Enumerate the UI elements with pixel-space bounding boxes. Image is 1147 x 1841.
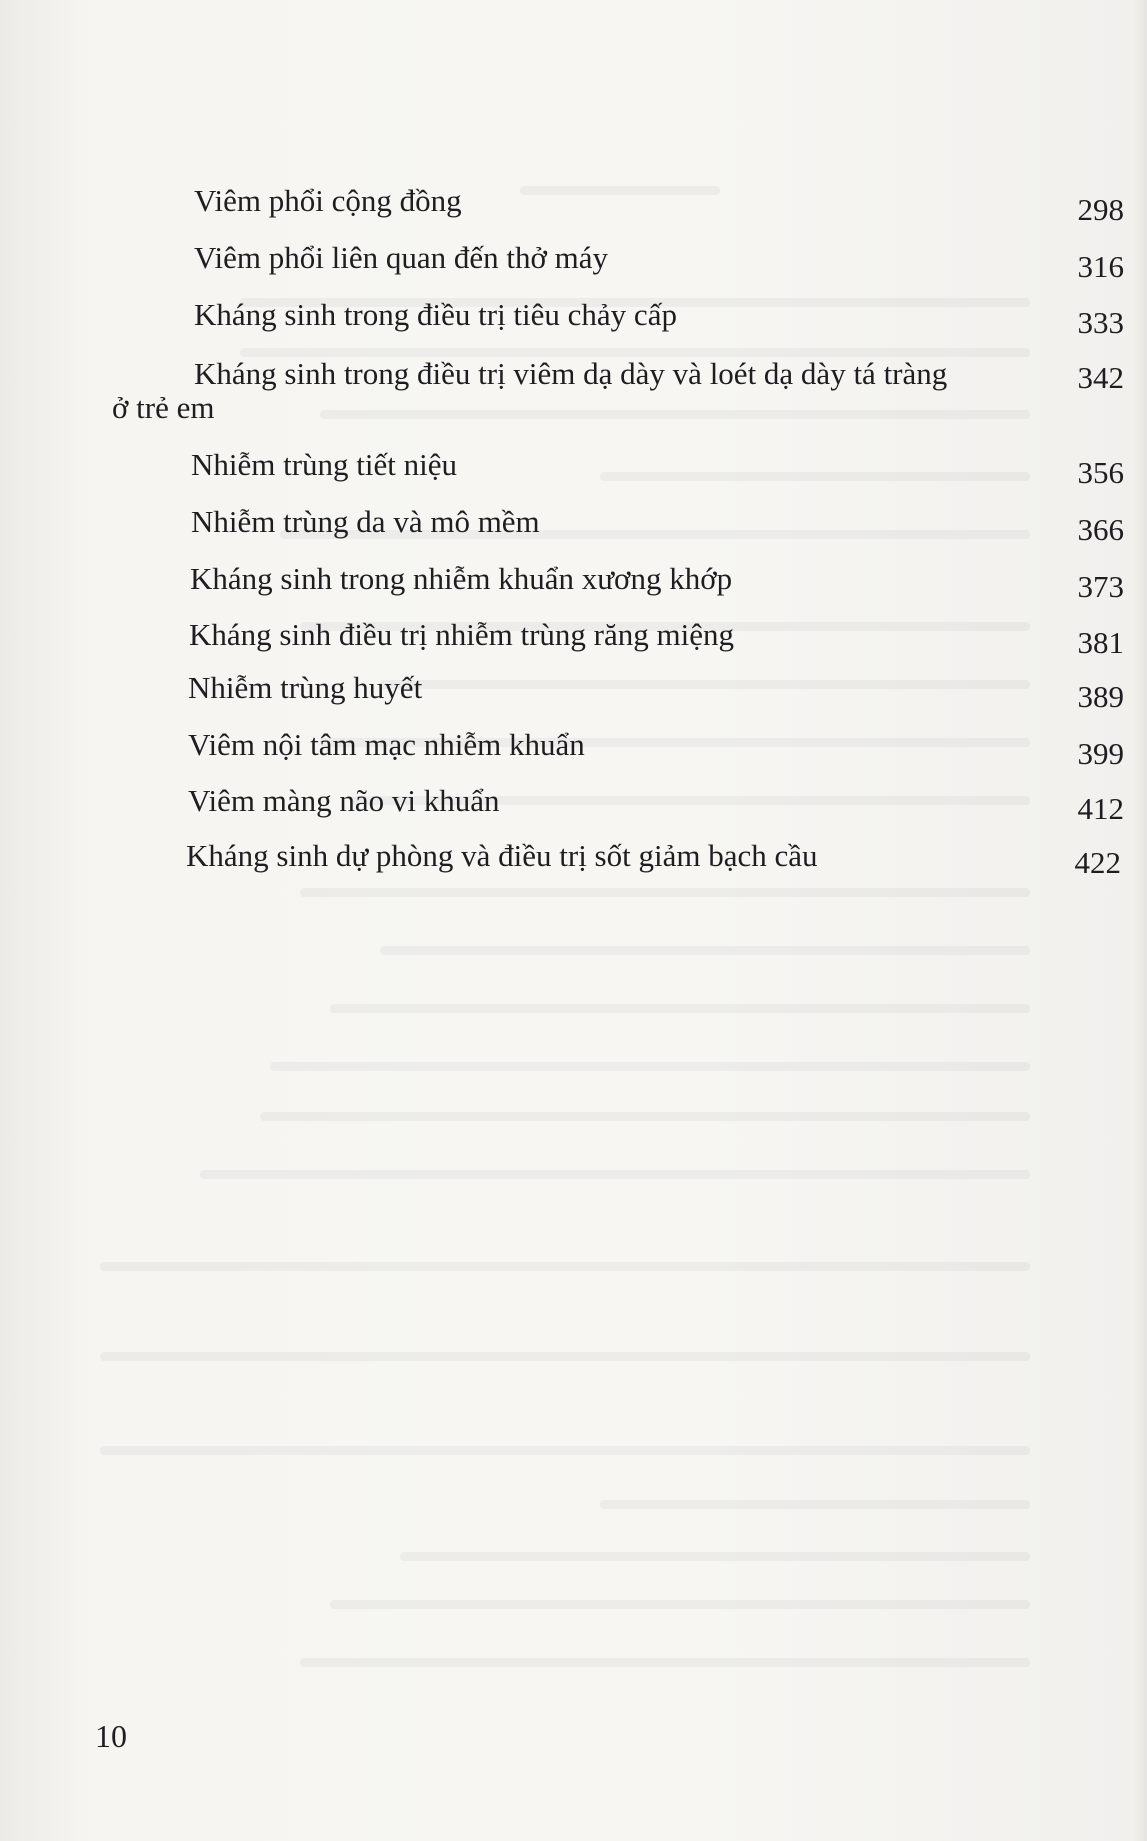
toc-entry-title: Nhiễm trùng tiết niệu bbox=[191, 447, 458, 482]
toc-entry-page: 298 bbox=[1077, 192, 1124, 227]
toc-entry-title: Kháng sinh trong điều trị tiêu chảy cấp bbox=[194, 297, 677, 332]
toc-entry-title: Kháng sinh trong nhiễm khuẩn xương khớp bbox=[190, 561, 733, 596]
toc-entry-title-continuation: ở trẻ em bbox=[112, 390, 215, 425]
page-number: 10 bbox=[95, 1718, 127, 1754]
toc-entry-page: 381 bbox=[1077, 625, 1124, 660]
toc-entry-title: Viêm màng não vi khuẩn bbox=[188, 783, 500, 818]
toc-entry-page: 356 bbox=[1077, 455, 1124, 490]
toc-entry-page: 333 bbox=[1077, 305, 1124, 340]
toc-entry-page: 316 bbox=[1077, 249, 1124, 284]
toc-entry-page: 399 bbox=[1077, 736, 1124, 771]
toc-entry-page: 373 bbox=[1077, 569, 1124, 604]
toc-entry-title: Kháng sinh trong điều trị viêm dạ dày và loét dạ dày tá tràng bbox=[194, 356, 948, 391]
toc-entry-title: Kháng sinh điều trị nhiễm trùng răng miệng bbox=[189, 617, 734, 652]
toc-entry-page: 422 bbox=[1074, 845, 1121, 880]
toc-entry-page: 366 bbox=[1077, 512, 1124, 547]
toc-entry-page: 412 bbox=[1077, 791, 1124, 826]
page-edge-shadow bbox=[1133, 0, 1147, 1841]
toc-entry-title: Kháng sinh dự phòng và điều trị sốt giảm bạch cầu bbox=[186, 838, 818, 873]
toc-entry-title: Nhiễm trùng huyết bbox=[188, 670, 423, 705]
toc-entry-title: Nhiễm trùng da và mô mềm bbox=[191, 504, 540, 539]
toc-entry-page: 389 bbox=[1077, 679, 1124, 714]
toc-entry-title: Viêm phổi cộng đồng bbox=[194, 183, 462, 218]
toc-entry-page: 342 bbox=[1077, 360, 1124, 395]
toc-entry-title: Viêm phổi liên quan đến thở máy bbox=[194, 240, 609, 275]
toc-entry-title: Viêm nội tâm mạc nhiễm khuẩn bbox=[188, 727, 585, 762]
